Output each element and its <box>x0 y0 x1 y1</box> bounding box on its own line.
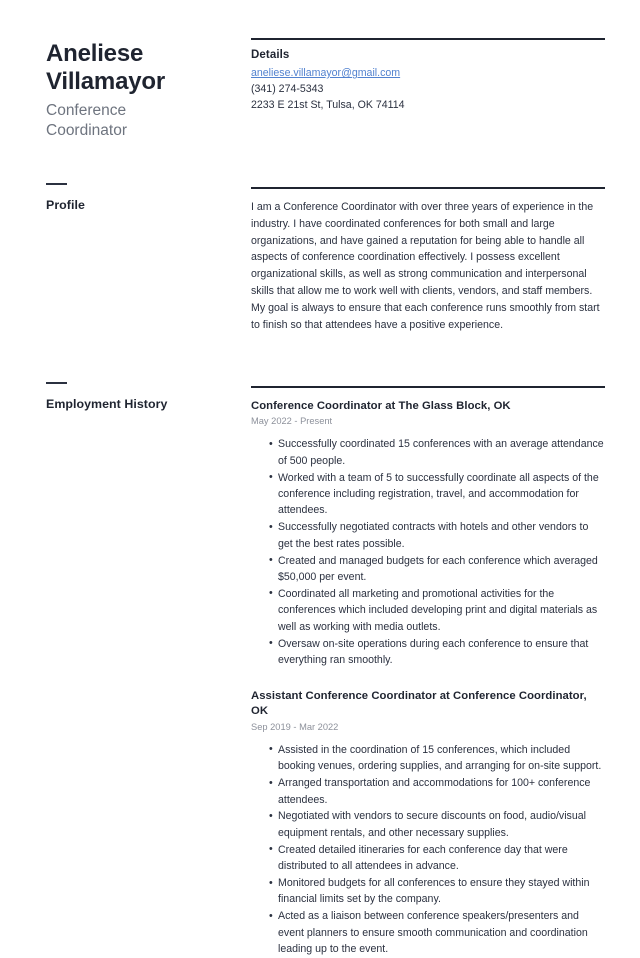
details-heading: Details <box>251 49 290 61</box>
job-date-range: May 2022 - Present <box>251 416 333 427</box>
candidate-job-title: Conference Coordinator <box>46 102 127 139</box>
profile-section <box>46 183 605 334</box>
employment-section-label <box>46 382 251 412</box>
details-rule <box>251 38 605 40</box>
job-title: Assistant Conference Coordinator at Conference Coordinator, OK <box>251 690 587 718</box>
contact-details-list <box>251 65 605 114</box>
contact-phone: (341) 274-5343 <box>251 83 324 96</box>
job-bullet: • Created detailed itineraries for each conference day that were distributed to all attendees in advance. <box>270 842 605 875</box>
profile-heading: Profile <box>46 197 85 212</box>
job-bullet: • Created and managed budgets for each conference which averaged $50,000 per event. <box>270 553 605 586</box>
job-bullet: • Assisted in the coordination of 15 conferences, which included booking venues, ordering supplies, and arranging for on-site support. <box>270 742 605 775</box>
contact-address: 2233 E 21st St, Tulsa, OK 74114 <box>251 99 405 112</box>
job-bullet: • Acted as a liaison between conference speakers/presenters and event planners to ensure smooth communication and coordination leading up to the event. <box>270 908 605 957</box>
job-bullet: • Successfully negotiated contracts with hotels and other vendors to get the best rates possible. <box>270 519 605 552</box>
profile-content <box>251 183 605 334</box>
details-block <box>251 38 605 114</box>
job-bullet: • Arranged transportation and accommodations for 100+ conference attendees. <box>270 775 605 808</box>
job-entry <box>251 689 605 957</box>
employment-heading: Employment History <box>46 396 168 411</box>
job-bullet: • Coordinated all marketing and promotional activities for the conferences which included developing print and digital materials as well as working with media outlets. <box>270 586 605 635</box>
job-bullet: • Successfully coordinated 15 conferences with an average attendance of 500 people. <box>270 436 605 469</box>
employment-content <box>251 382 605 958</box>
job-bullet: • Negotiated with vendors to secure discounts on food, audio/visual equipment rentals, and other necessary supplies. <box>270 808 605 841</box>
contact-email-item <box>251 65 605 81</box>
contact-email-link[interactable]: aneliese.villamayor@gmail.com <box>251 67 401 79</box>
profile-section-label <box>46 183 251 213</box>
profile-rule <box>251 187 605 189</box>
job-bullet: • Oversaw on-site operations during each conference to ensure that everything ran smoothly. <box>270 636 605 669</box>
job-bullet: • Worked with a team of 5 to successfully coordinate all aspects of the conference including registration, travel, and accommodation for attendees. <box>270 470 605 519</box>
job-bullet: • Monitored budgets for all conferences to ensure they stayed within financial limits set by the company. <box>270 875 605 908</box>
section-dash-icon <box>46 183 67 185</box>
job-date-range: Sep 2019 - Mar 2022 <box>251 721 339 732</box>
section-dash-icon <box>46 382 67 384</box>
resume-header <box>46 38 605 141</box>
employment-section <box>46 382 605 958</box>
job-title: Conference Coordinator at The Glass Block, OK <box>251 399 511 412</box>
job-entry <box>251 399 605 669</box>
job-responsibilities-list <box>251 742 605 958</box>
job-responsibilities-list <box>251 436 605 668</box>
profile-summary-text: I am a Conference Coordinator with over three years of experience in the industry. I have coordinated conferences for both small and large organizations, and have gained a reputation for being able to handle all aspects of conference coordination effectively. I possess excellent organizational skills, as well as strong communication and interpersonal skills that allow me to work well with clients, vendors, and staff members. My goal is always to ensure that each conference runs smoothly from start to finish so that attendees have a positive experience. <box>251 200 600 331</box>
candidate-name: Aneliese Villamayor <box>46 40 165 96</box>
employment-rule <box>251 386 605 388</box>
header-identity <box>46 38 251 141</box>
